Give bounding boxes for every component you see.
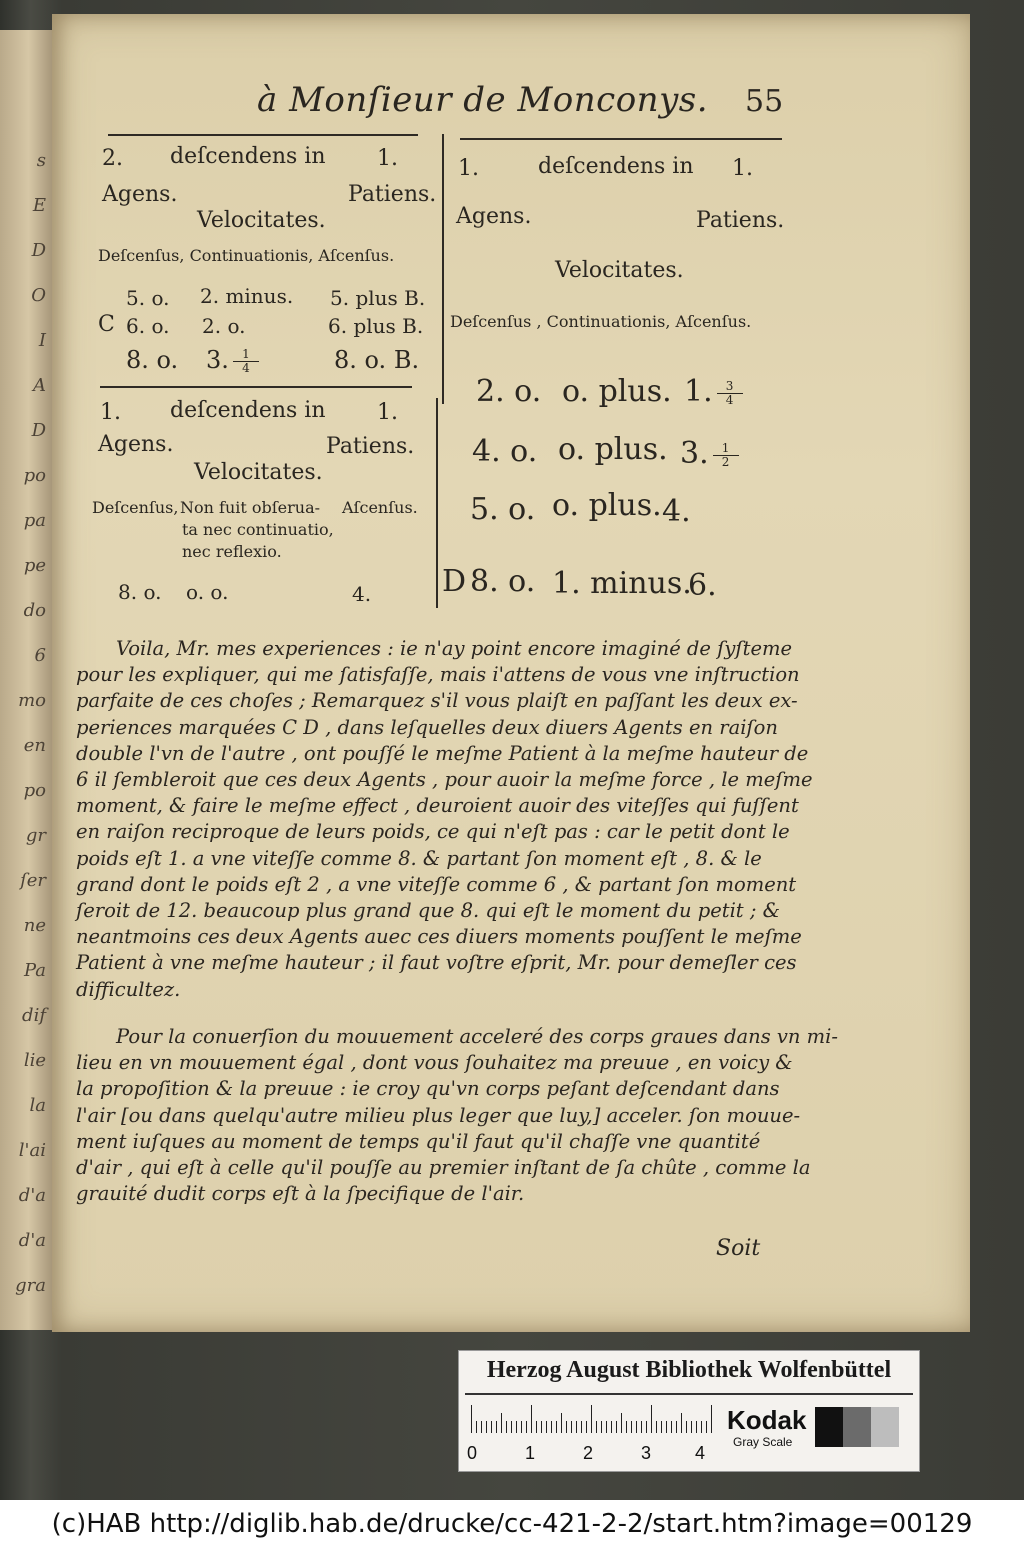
ruler-tick xyxy=(531,1405,532,1433)
margin-fragment: la xyxy=(29,1095,46,1116)
ruler-tick xyxy=(491,1421,492,1433)
ruler-tick xyxy=(696,1421,697,1433)
table-c-row4-descent: 8. o. xyxy=(470,564,536,599)
table-b-row-continuation: o. o. xyxy=(186,580,229,604)
ruler-tick xyxy=(501,1413,502,1433)
page-number: 55 xyxy=(745,84,784,119)
table-a-row3-ascent: 8. o. B. xyxy=(334,346,420,374)
ruler-tick xyxy=(711,1405,712,1433)
ruler-tick xyxy=(496,1421,497,1433)
ruler-tick xyxy=(701,1421,702,1433)
ruler-tick xyxy=(521,1421,522,1433)
text-line: l'air [ou dans quelqu'autre milieu plus leger que luy,] acceler. ſon mouue- xyxy=(76,1103,801,1127)
text-line: Pour la conuerſion du mouuement acceleré des corps graues dans vn mi- xyxy=(116,1025,838,1048)
margin-fragment: pa xyxy=(23,510,46,531)
ruler-tick xyxy=(656,1421,657,1433)
running-header: à Monſieur de Monconys. xyxy=(257,80,709,120)
margin-fragment: s xyxy=(36,150,46,171)
ruler-tick xyxy=(651,1405,652,1433)
margin-fragment: 6 xyxy=(34,645,46,666)
table-a-row2-continuation: 2. o. xyxy=(202,314,246,338)
table-c-row2-fraction xyxy=(713,442,739,469)
margin-fragment: ne xyxy=(23,915,46,936)
margin-fragment: lie xyxy=(23,1050,46,1071)
margin-fragment: gra xyxy=(15,1275,46,1296)
column-divider-upper xyxy=(442,134,444,404)
table-b-row-ascent: 4. xyxy=(352,582,372,606)
table-b-agent-count: 1. xyxy=(100,400,121,425)
table-b-heading: deſcendens in xyxy=(170,398,326,423)
ruler-tick xyxy=(516,1421,517,1433)
margin-fragment: gr xyxy=(25,825,46,846)
table-a-row2-ascent: 6. plus B. xyxy=(328,314,424,338)
ruler-tick xyxy=(506,1421,507,1433)
ruler-tick xyxy=(586,1421,587,1433)
gray-scale-label: Gray Scale xyxy=(733,1435,793,1449)
table-b-velocitates: Velocitates. xyxy=(194,460,323,485)
table-c-heading: deſcendens in xyxy=(538,154,694,179)
text-line: moment, & faire le meſme effect , deuroient auoir des viteſſes qui fuſſent xyxy=(76,794,799,818)
table-a-row3-descent: 8. o. xyxy=(126,346,179,374)
table-a-row1-descent: 5. o. xyxy=(126,286,170,310)
ruler-tick xyxy=(551,1421,552,1433)
margin-fragment: O xyxy=(31,285,46,306)
column-divider-lower xyxy=(436,398,438,608)
ruler-tick xyxy=(661,1421,662,1433)
ruler-tick xyxy=(646,1421,647,1433)
table-c-patient-count: 1. xyxy=(732,156,753,181)
table-c-row4-continuation: 1. minus. xyxy=(552,566,692,601)
inch-ruler xyxy=(471,1403,711,1433)
table-b-top-rule xyxy=(100,386,412,388)
ruler-tick xyxy=(546,1421,547,1433)
gray-swatch-light xyxy=(871,1407,899,1447)
ruler-label-2: 2 xyxy=(583,1443,594,1463)
paragraph-conversion xyxy=(76,1024,838,1207)
margin-fragment: Pa xyxy=(23,960,46,981)
table-a-row1-continuation: 2. minus. xyxy=(200,284,294,308)
text-line: Patient à vne meſme hauteur ; il faut voſtre eſprit, Mr. pour demeſler ces xyxy=(76,951,797,975)
table-c-row2-whole: 3. xyxy=(680,436,709,471)
ruler-tick xyxy=(611,1421,612,1433)
ruler-tick xyxy=(511,1421,512,1433)
table-c-column-headers: Deſcenſus , Continuationis, Aſcenſus. xyxy=(450,312,752,331)
facing-page-edge xyxy=(0,30,54,1330)
text-line: d'air , qui eſt à celle qu'il pouſſe au premier inſtant de ſa chûte , comme la xyxy=(76,1156,811,1180)
table-c-row2-ascent xyxy=(680,436,739,471)
text-line: 6 il ſembleroit que ces deux Agents , pour auoir la meſme force , le meſme xyxy=(76,768,813,792)
table-b-ascent-header: Aſcenſus. xyxy=(342,498,418,517)
table-a-row3-fraction xyxy=(233,348,259,375)
ruler-tick xyxy=(541,1421,542,1433)
table-b-note-line3: nec reflexio. xyxy=(182,542,282,561)
text-line: pour les expliquer, qui me ſatisfaſſe, mais i'attens de vous vne inſtruction xyxy=(76,663,800,687)
table-a-column-headers: Deſcenſus, Continuationis, Aſcenſus. xyxy=(98,246,395,265)
book-page xyxy=(52,14,970,1332)
gray-swatch-dark xyxy=(843,1407,871,1447)
table-c-row4-ascent: 6. xyxy=(688,568,717,603)
library-name: Herzog August Bibliothek Wolfenbüttel xyxy=(486,1357,892,1383)
margin-fragment: mo xyxy=(18,690,46,711)
fraction-denominator: 2 xyxy=(713,455,739,469)
margin-fragment: I xyxy=(38,330,46,351)
table-a-row2-descent: 6. o. xyxy=(126,314,170,338)
ruler-tick xyxy=(686,1421,687,1433)
ruler-tick xyxy=(571,1421,572,1433)
table-c-row1-whole: 1. xyxy=(684,374,713,409)
ruler-tick xyxy=(636,1421,637,1433)
table-c-row2-continuation: o. plus. xyxy=(558,432,668,467)
margin-fragment: en xyxy=(23,735,46,756)
ruler-tick xyxy=(626,1421,627,1433)
table-b-patient-count: 1. xyxy=(377,400,398,425)
table-c-row3-ascent: 4. xyxy=(662,494,691,529)
text-line: Voila, Mr. mes experiences : ie n'ay point encore imaginé de ſyſteme xyxy=(116,637,793,660)
ruler-label-4: 4 xyxy=(695,1443,706,1463)
ruler-tick xyxy=(641,1421,642,1433)
table-a-heading: deſcendens in xyxy=(170,144,326,169)
margin-fragment: pe xyxy=(23,555,46,576)
fraction-numerator: 3 xyxy=(725,378,734,393)
ruler-tick xyxy=(486,1421,487,1433)
table-b-note-line1: Non fuit obſerua- xyxy=(180,498,321,517)
margin-fragment: d'a xyxy=(18,1230,46,1251)
text-line: parfaite de ces choſes ; Remarquez s'il vous plaiſt en paſſant les deux ex- xyxy=(76,689,798,713)
margin-fragment: E xyxy=(32,195,46,216)
text-line: lieu en vn mouuement égal , dont vous ſouhaitez ma preuue , en voicy & xyxy=(76,1051,793,1075)
text-line: periences marquées C D , dans leſquelles deux diuers Agents en raiſon xyxy=(76,715,778,739)
table-a-row3-continuation xyxy=(206,346,259,375)
table-c-agent-count: 1. xyxy=(458,156,479,181)
card-divider xyxy=(465,1393,913,1395)
margin-fragment: dif xyxy=(22,1005,46,1026)
fraction-numerator: 1 xyxy=(721,440,730,455)
ruler-tick xyxy=(631,1421,632,1433)
margin-fragment: po xyxy=(23,465,46,486)
copyright-footer: (c)HAB http://diglib.hab.de/drucke/cc-421-2-2/start.htm?image=00129 xyxy=(0,1500,1024,1549)
ruler-tick xyxy=(526,1421,527,1433)
text-line: en raiſon reciproque de leurs poids, ce qui n'eſt pas : car le petit dont le xyxy=(76,820,790,844)
table-c-row1-continuation: o. plus. xyxy=(562,374,672,409)
ruler-tick xyxy=(566,1421,567,1433)
margin-fragment: po xyxy=(23,780,46,801)
table-c-top-rule xyxy=(460,138,782,140)
ruler-tick xyxy=(601,1421,602,1433)
ruler-tick xyxy=(606,1421,607,1433)
ruler-tick xyxy=(671,1421,672,1433)
table-a-agent-count: 2. xyxy=(102,146,123,171)
table-c-row1-fraction xyxy=(717,380,743,407)
margin-fragment: l'ai xyxy=(18,1140,46,1161)
table-c-mark-d: D xyxy=(442,564,467,599)
fraction-denominator: 4 xyxy=(717,393,743,407)
table-c-velocitates: Velocitates. xyxy=(555,258,684,283)
ruler-tick xyxy=(691,1421,692,1433)
ruler-tick xyxy=(616,1421,617,1433)
table-c-agens: Agens. xyxy=(456,204,532,229)
text-line: double l'vn de l'autre , ont pouſſé le meſme Patient à la meſme hauteur de xyxy=(76,741,809,765)
catchword: Soit xyxy=(716,1236,761,1261)
table-a-row3-whole: 3. xyxy=(206,346,229,374)
ruler-tick xyxy=(596,1421,597,1433)
table-c-row1-ascent xyxy=(684,374,743,409)
table-a-patiens: Patiens. xyxy=(348,182,437,207)
table-a-mark-c: C xyxy=(98,312,115,337)
ruler-tick xyxy=(676,1421,677,1433)
margin-fragment: A xyxy=(33,375,46,396)
text-line: ſeroit de 12. beaucoup plus grand que 8. qui eſt le moment du petit ; & xyxy=(76,899,780,923)
table-a-top-rule xyxy=(108,134,418,136)
paragraph-experiences xyxy=(76,636,813,1003)
ruler-label-3: 3 xyxy=(641,1443,652,1463)
library-color-card xyxy=(458,1350,920,1472)
gray-swatch-black xyxy=(815,1407,843,1447)
margin-fragment: D xyxy=(31,240,46,261)
text-line: la propoſition & la preuue : ie croy qu'vn corps peſant deſcendant dans xyxy=(76,1077,780,1101)
ruler-tick xyxy=(536,1421,537,1433)
table-b-agens: Agens. xyxy=(98,432,174,457)
ruler-tick xyxy=(561,1413,562,1433)
table-b-patiens: Patiens. xyxy=(326,434,415,459)
text-line: difficultez. xyxy=(76,977,181,1001)
table-b-note-line2: ta nec continuatio, xyxy=(182,520,334,539)
ruler-tick xyxy=(471,1405,472,1433)
text-line: ment iuſques au moment de temps qu'il faut qu'il chaſſe vne quantité xyxy=(76,1129,761,1153)
ruler-tick xyxy=(666,1421,667,1433)
table-c-patiens: Patiens. xyxy=(696,208,785,233)
text-line: grauité dudit corps eſt à la ſpecifique de l'air. xyxy=(76,1182,525,1206)
fraction-numerator: 1 xyxy=(242,347,250,361)
ruler-tick xyxy=(706,1421,707,1433)
ruler-tick xyxy=(591,1405,592,1433)
table-b-row-descent: 8. o. xyxy=(118,580,162,604)
table-a-velocitates: Velocitates. xyxy=(197,208,326,233)
ruler-tick xyxy=(621,1413,622,1433)
ruler-tick xyxy=(681,1413,682,1433)
table-c-row3-continuation: o. plus. xyxy=(552,488,662,523)
table-b-descent-header: Deſcenſus, xyxy=(92,498,179,517)
table-c-row1-descent: 2. o. xyxy=(476,374,542,409)
table-c-row2-descent: 4. o. xyxy=(472,434,538,469)
ruler-tick xyxy=(581,1421,582,1433)
ruler-tick xyxy=(556,1421,557,1433)
fraction-denominator: 4 xyxy=(233,361,259,375)
margin-fragment: ſer xyxy=(20,870,46,891)
margin-fragment: D xyxy=(31,420,46,441)
ruler-tick xyxy=(476,1421,477,1433)
table-a-agens: Agens. xyxy=(102,182,178,207)
ruler-tick xyxy=(481,1421,482,1433)
table-a-patient-count: 1. xyxy=(377,146,398,171)
ruler-label-1: 1 xyxy=(525,1443,536,1463)
text-line: neantmoins ces deux Agents auec ces diuers moments pouſſent le meſme xyxy=(76,925,802,949)
margin-fragment: d'a xyxy=(18,1185,46,1206)
text-line: poids eſt 1. a vne viteſſe comme 8. & partant ſon moment eſt , 8. & le xyxy=(76,846,762,870)
ruler-tick xyxy=(576,1421,577,1433)
kodak-logo: Kodak xyxy=(727,1405,807,1435)
margin-fragment: do xyxy=(23,600,46,621)
table-c-row3-descent: 5. o. xyxy=(470,492,536,527)
text-line: grand dont le poids eſt 2 , a vne viteſſe comme 6 , & partant ſon moment xyxy=(76,872,797,896)
table-a-row1-ascent: 5. plus B. xyxy=(330,286,426,310)
ruler-label-0: 0 xyxy=(467,1443,478,1463)
